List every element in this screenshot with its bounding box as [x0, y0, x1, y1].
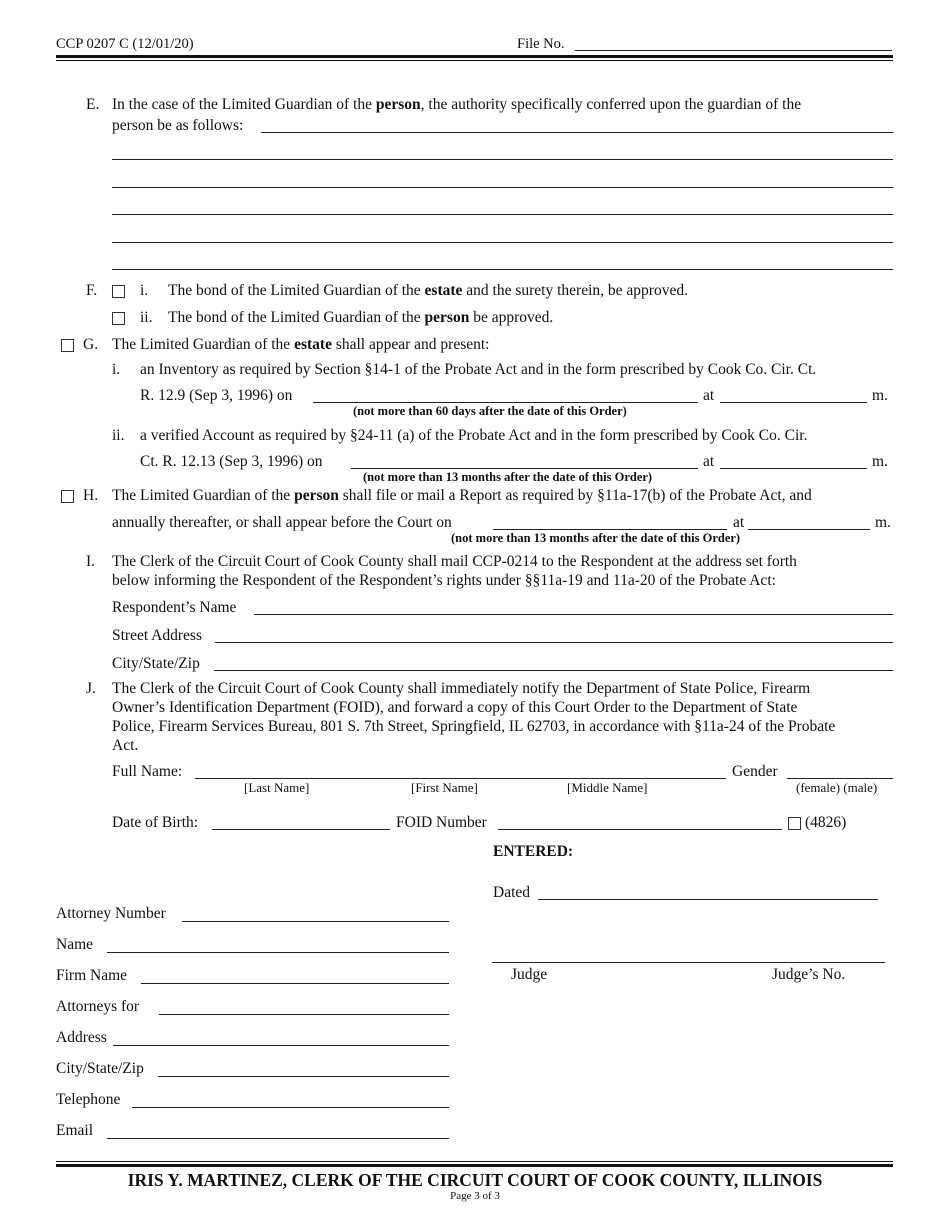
respondent-name-label: Respondent’s Name — [112, 599, 237, 616]
inventory-m: m. — [872, 387, 888, 404]
section-i-letter: I. — [86, 553, 96, 570]
section-h-line1: The Limited Guardian of the person shall file or mail a Report as required by §11a-17(b) of the Probate Act, and — [112, 487, 812, 504]
section-j-letter: J. — [86, 680, 96, 697]
section-f-ii-text: The bond of the Limited Guardian of the person be approved. — [168, 309, 554, 326]
section-e-line2: person be as follows: — [112, 117, 244, 134]
section-f-letter: F. — [86, 282, 98, 299]
attorney-number-field[interactable] — [182, 903, 449, 922]
section-j-line2: Owner’s Identification Department (FOID), and forward a copy of this Court Order to the Department of State — [112, 699, 798, 716]
inventory-date-field[interactable] — [313, 384, 698, 403]
section-i-line1: The Clerk of the Circuit Court of Cook County shall mail CCP-0214 to the Respondent at the address set forth — [112, 553, 797, 570]
header-rule-thin — [56, 60, 893, 61]
judge-signature-field[interactable] — [492, 944, 885, 963]
firm-name-label: Firm Name — [56, 967, 128, 984]
attorney-name-field[interactable] — [107, 934, 449, 953]
report-time-field[interactable] — [748, 511, 870, 530]
section-e-line1: In the case of the Limited Guardian of the person, the authority specifically conferred upon the guardian of the — [112, 96, 802, 113]
section-g-letter: G. — [83, 336, 99, 353]
section-g-i-line1: an Inventory as required by Section §14-1 of the Probate Act and in the form prescribed by Cook Co. Cir. Ct. — [140, 361, 817, 378]
full-name-field[interactable] — [195, 760, 726, 779]
code-label: (4826) — [805, 814, 847, 831]
last-name-hint: [Last Name] — [244, 780, 310, 795]
clerk-name: IRIS Y. MARTINEZ, CLERK OF THE CIRCUIT COURT OF COOK COUNTY, ILLINOIS — [127, 1170, 823, 1190]
authority-field-3[interactable] — [112, 169, 893, 188]
account-note: (not more than 13 months after the date of this Order) — [363, 470, 653, 484]
dated-field[interactable] — [538, 881, 878, 900]
foid-label: FOID Number — [396, 814, 487, 831]
attorneys-for-field[interactable] — [159, 996, 449, 1015]
telephone-field[interactable] — [132, 1089, 449, 1108]
gender-label: Gender — [732, 763, 778, 780]
firm-name-field[interactable] — [141, 965, 449, 984]
dob-label: Date of Birth: — [112, 814, 199, 831]
inventory-note: (not more than 60 days after the date of this Order) — [353, 404, 627, 418]
attorney-name-label: Name — [56, 936, 94, 953]
email-label: Email — [56, 1122, 94, 1139]
bond-estate-checkbox[interactable] — [112, 285, 125, 298]
dated-label: Dated — [493, 884, 531, 901]
section-f-ii-num: ii. — [140, 309, 153, 326]
report-note: (not more than 13 months after the date of this Order) — [451, 531, 741, 545]
footer-rule-thick — [56, 1164, 893, 1167]
section-j-line3: Police, Firearm Services Bureau, 801 S. 7th Street, Springfield, IL 62703, in accordance with §11a-24 of the Probate — [112, 718, 836, 735]
email-field[interactable] — [107, 1120, 449, 1139]
inventory-at: at — [703, 387, 715, 404]
authority-field-2[interactable] — [112, 141, 893, 160]
inventory-time-field[interactable] — [720, 384, 867, 403]
page-number: Page 3 of 3 — [450, 1190, 500, 1202]
dob-field[interactable] — [212, 811, 390, 830]
full-name-label: Full Name: — [112, 763, 183, 780]
address-field[interactable] — [113, 1027, 449, 1046]
entered-label: ENTERED: — [493, 843, 574, 860]
attorney-number-label: Attorney Number — [56, 905, 166, 922]
first-name-hint: [First Name] — [411, 780, 478, 795]
attorneys-for-label: Attorneys for — [56, 998, 140, 1015]
file-no-label: File No. — [517, 36, 565, 52]
account-m: m. — [872, 453, 888, 470]
section-h-letter: H. — [83, 487, 99, 504]
section-g-ii-line2: Ct. R. 12.13 (Sep 3, 1996) on — [140, 453, 323, 470]
judge-no-label: Judge’s No. — [772, 966, 846, 983]
section-e-letter: E. — [86, 96, 100, 113]
respondent-name-field[interactable] — [254, 596, 893, 615]
section-g-ii-line1: a verified Account as required by §24-11 (a) of the Probate Act and in the form prescribed by Cook Co. Cir. — [140, 427, 808, 444]
section-f-i-text: The bond of the Limited Guardian of the estate and the surety therein, be approved. — [168, 282, 688, 299]
section-f-i-num: i. — [140, 282, 149, 299]
city-state-zip-field[interactable] — [214, 652, 893, 671]
attorney-city-field[interactable] — [158, 1058, 449, 1077]
section-g-text: The Limited Guardian of the estate shall appear and present: — [112, 336, 490, 353]
street-address-label: Street Address — [112, 627, 202, 644]
city-state-zip-label: City/State/Zip — [112, 655, 200, 672]
address-label: Address — [56, 1029, 107, 1046]
section-j-line1: The Clerk of the Circuit Court of Cook County shall immediately notify the Department of State Police, Firearm — [112, 680, 811, 697]
section-g-i-line2: R. 12.9 (Sep 3, 1996) on — [140, 387, 293, 404]
section-i-line2: below informing the Respondent of the Respondent’s rights under §§11a-19 and 11a-20 of the Probate Act: — [112, 572, 776, 589]
form-id: CCP 0207 C (12/01/20) — [56, 36, 194, 52]
report-at: at — [733, 514, 745, 531]
section-h-line2: annually thereafter, or shall appear before the Court on — [112, 514, 452, 531]
file-no-field[interactable] — [575, 32, 892, 51]
gender-options: (female) (male) — [796, 780, 878, 795]
telephone-label: Telephone — [56, 1091, 121, 1108]
section-g-checkbox[interactable] — [61, 339, 74, 352]
section-h-checkbox[interactable] — [61, 490, 74, 503]
bond-person-checkbox[interactable] — [112, 312, 125, 325]
authority-field-1[interactable] — [261, 114, 893, 133]
header-rule-thick — [56, 55, 893, 58]
account-date-field[interactable] — [351, 450, 698, 469]
middle-name-hint: [Middle Name] — [567, 780, 648, 795]
section-g-i-num: i. — [112, 361, 121, 378]
authority-field-5[interactable] — [112, 224, 893, 243]
account-time-field[interactable] — [720, 450, 867, 469]
account-at: at — [703, 453, 715, 470]
section-j-line4: Act. — [112, 737, 139, 754]
attorney-city-label: City/State/Zip — [56, 1060, 144, 1077]
authority-field-6[interactable] — [112, 251, 893, 270]
foid-field[interactable] — [498, 811, 782, 830]
authority-field-4[interactable] — [112, 196, 893, 215]
judge-label: Judge — [511, 966, 548, 983]
section-g-ii-num: ii. — [112, 427, 125, 444]
street-address-field[interactable] — [215, 624, 893, 643]
gender-field[interactable] — [787, 760, 893, 779]
report-date-field[interactable] — [493, 511, 727, 530]
report-m: m. — [875, 514, 891, 531]
code-checkbox[interactable] — [788, 817, 801, 830]
footer-rule-thin — [56, 1161, 893, 1162]
